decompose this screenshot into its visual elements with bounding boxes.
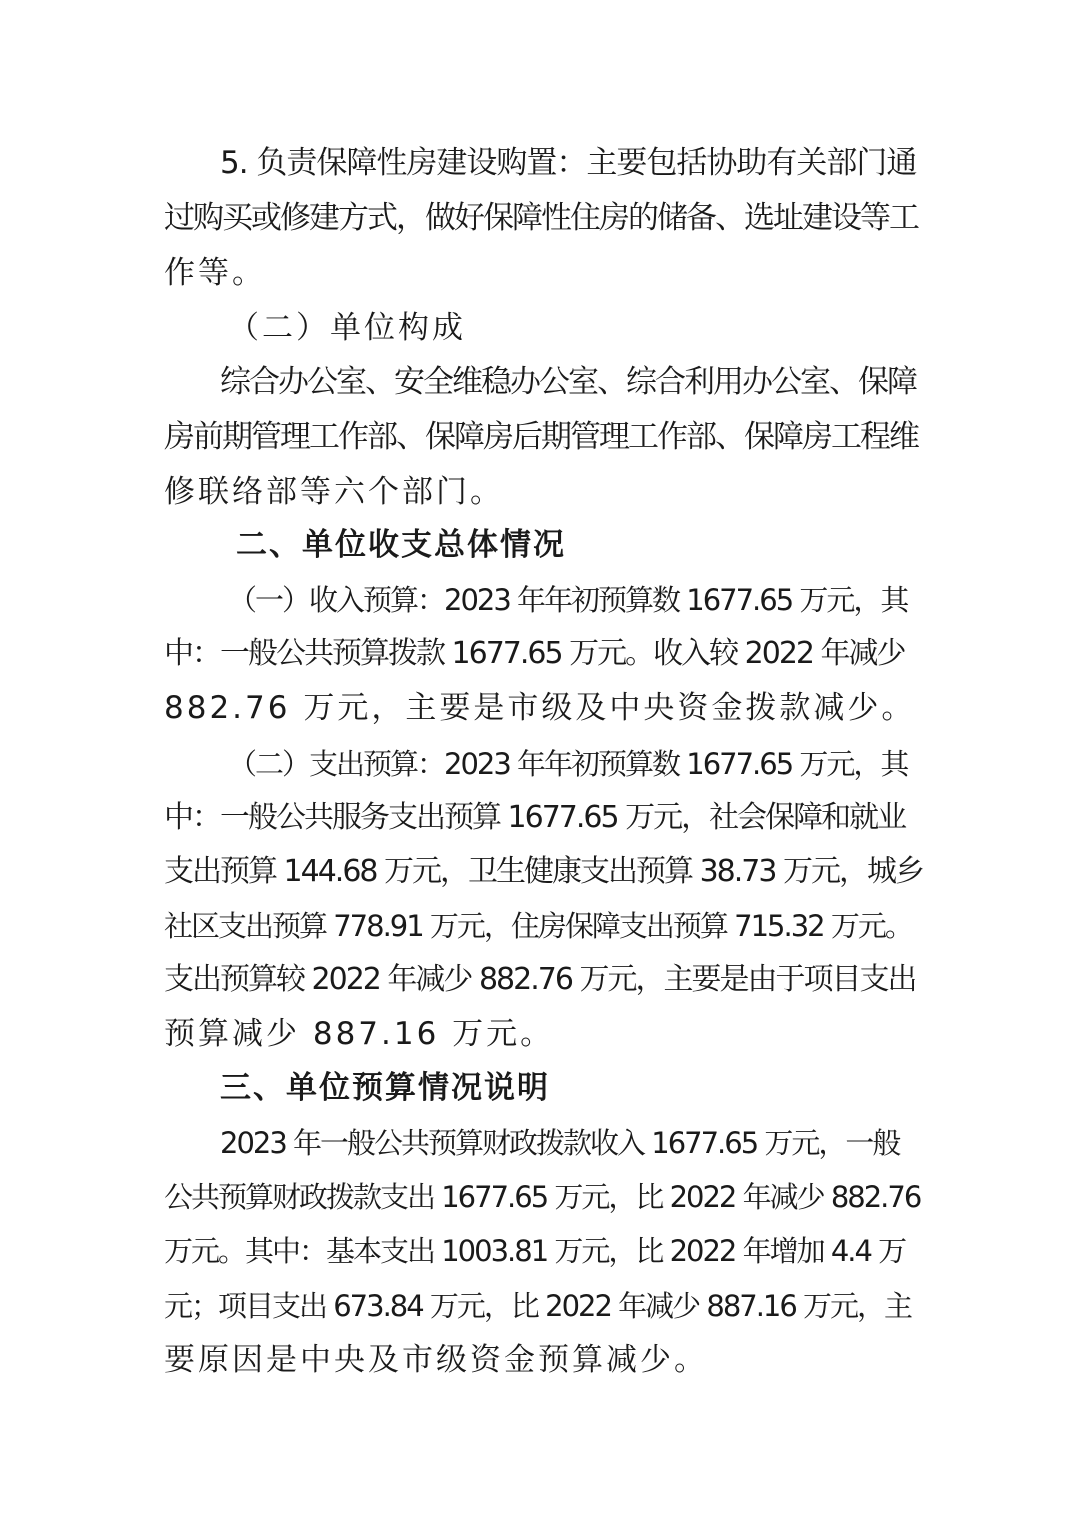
paragraph-income-line-2: 中：一般公共预算拨款 1677.65 万元。收入较 2022 年减少 [164,636,905,671]
subheading-unit-composition: （二）单位构成 [228,310,466,346]
section-heading-3: 三、单位预算情况说明 [220,1070,550,1106]
paragraph-duty-5-line-1: 5. 负责保障性房建设购置：主要包括协助有关部门通 [220,145,917,181]
paragraph-composition-line-1: 综合办公室、安全维稳办公室、综合利用办公室、保障 [220,364,916,400]
paragraph-expense-line-5: 支出预算较 2022 年减少 882.76 万元，主要是由于项目支出 [164,962,916,997]
paragraph-duty-5-line-3: 作等。 [164,255,266,291]
paragraph-budget-line-4: 元；项目支出 673.84 万元，比 2022 年减少 887.16 万元，主 [164,1289,912,1323]
paragraph-expense-line-4: 社区支出预算 778.91 万元，住房保障支出预算 715.32 万元。 [164,909,912,943]
paragraph-expense-line-3: 支出预算 144.68 万元，卫生健康支出预算 38.73 万元，城乡 [164,854,923,889]
paragraph-income-line-1: （一）收入预算：2023 年年初预算数 1677.65 万元，其 [228,583,908,617]
paragraph-expense-line-2: 中：一般公共服务支出预算 1677.65 万元，社会保障和就业 [164,800,906,835]
paragraph-duty-5-line-2: 过购买或修建方式，做好保障性住房的储备、选址建设等工 [164,200,918,236]
paragraph-composition-line-2: 房前期管理工作部、保障房后期管理工作部、保障房工程维 [164,419,918,455]
paragraph-budget-line-3: 万元。其中：基本支出 1003.81 万元，比 2022 年增加 4.4 万 [164,1234,906,1268]
paragraph-budget-line-1: 2023 年一般公共预算财政拨款收入 1677.65 万元，一般 [220,1126,900,1160]
paragraph-expense-line-6: 预算减少 887.16 万元。 [164,1016,555,1052]
paragraph-budget-line-2: 公共预算财政拨款支出 1677.65 万元，比 2022 年减少 882.76 [164,1180,921,1214]
paragraph-expense-line-1: （二）支出预算：2023 年年初预算数 1677.65 万元，其 [228,747,908,781]
paragraph-composition-line-3: 修联络部等六个部门。 [164,474,504,510]
paragraph-budget-line-5: 要原因是中央及市级资金预算减少。 [164,1342,708,1378]
section-heading-2: 二、单位收支总体情况 [236,527,566,563]
paragraph-income-line-3: 882.76 万元，主要是市级及中央资金拨款减少。 [164,690,916,726]
